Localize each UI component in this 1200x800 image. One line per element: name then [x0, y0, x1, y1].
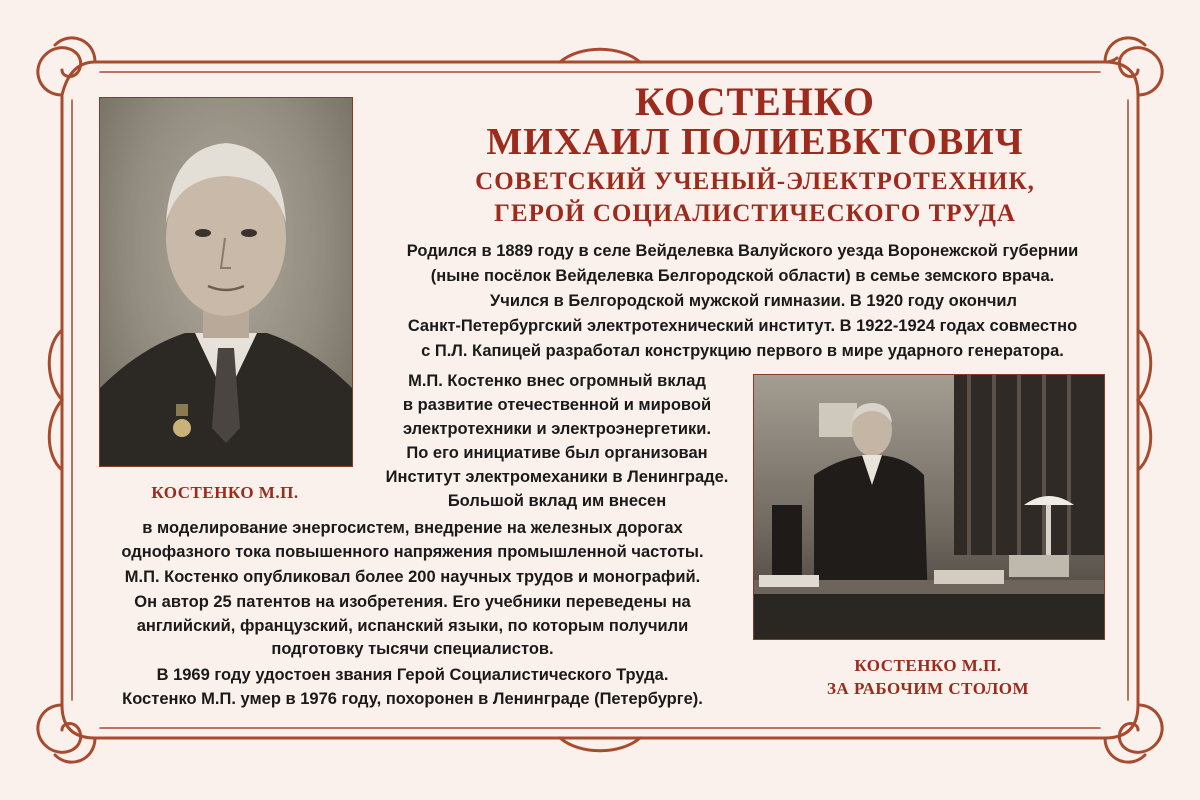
heading-subtitle-1: СОВЕТСКИЙ УЧЕНЫЙ-ЭЛЕКТРОТЕХНИК,	[475, 168, 1035, 195]
heading-full-name: МИХАИЛ ПОЛИЕВКТОВИЧ	[486, 121, 1024, 163]
desk-photo	[753, 374, 1105, 640]
desk-caption-line-2: ЗА РАБОЧИМ СТОЛОМ	[826, 679, 1030, 698]
bio-line-3: Учился в Белгородской мужской гимназии. В 1920 году окончил	[490, 292, 1018, 310]
portrait-photo	[99, 97, 353, 467]
heading-subtitle-2: ГЕРОЙ СОЦИАЛИСТИЧЕСКОГО ТРУДА	[494, 200, 1016, 227]
bio-line-13: однофазного тока повышенного напряжения промышленной частоты.	[121, 543, 704, 561]
bio-line-12: в моделирование энергосистем, внедрение на железных дорогах	[142, 519, 683, 537]
bio-line-10: Институт электромеханики в Ленинграде.	[385, 468, 729, 486]
bio-line-18: В 1969 году удостоен звания Герой Социалистического Труда.	[156, 666, 669, 684]
bio-line-15: Он автор 25 патентов на изобретения. Его учебники переведены на	[134, 593, 691, 611]
bio-line-1: Родился в 1889 году в селе Вейделевка Валуйского уезда Воронежской губернии	[406, 242, 1079, 260]
bio-line-11: Большой вклад им внесен	[447, 492, 667, 510]
bio-line-9: По его инициативе был организован	[406, 444, 708, 462]
bio-line-8: электротехники и электроэнергетики.	[402, 420, 712, 438]
bio-line-4: Санкт-Петербургский электротехнический институт. В 1922-1924 годах совместно	[407, 317, 1078, 335]
desk-illustration	[754, 375, 1104, 639]
bio-line-5: с П.Л. Капицей разработал конструкцию первого в мире ударного генератора.	[421, 342, 1064, 360]
bio-line-14: М.П. Костенко опубликовал более 200 научных трудов и монографий.	[124, 568, 701, 586]
bio-line-19: Костенко М.П. умер в 1976 году, похоронен в Ленинграде (Петербурге).	[122, 690, 703, 708]
bio-line-16: английский, французский, испанский языки, по которым получили	[136, 617, 689, 635]
portrait-caption: КОСТЕНКО М.П.	[151, 483, 299, 502]
heading-surname: КОСТЕНКО	[634, 79, 876, 124]
bio-line-7: в развитие отечественной и мировой	[402, 396, 712, 414]
bio-line-2: (ныне посёлок Вейделевка Белгородской области) в семье земского врача.	[430, 267, 1055, 285]
desk-caption-line-1: КОСТЕНКО М.П.	[854, 656, 1002, 675]
bio-line-6: М.П. Костенко внес огромный вклад	[408, 372, 706, 390]
bio-line-17: подготовку тысячи специалистов.	[271, 640, 554, 658]
portrait-illustration	[100, 98, 352, 466]
